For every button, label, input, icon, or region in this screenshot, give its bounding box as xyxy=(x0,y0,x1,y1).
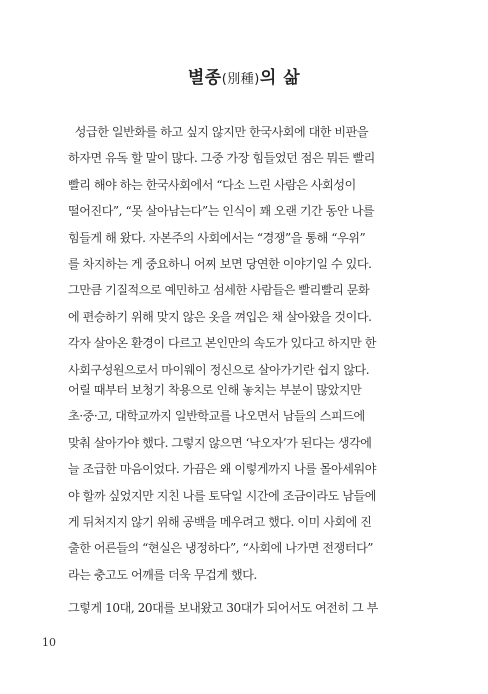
text-line: 각자 살아온 환경이 다르고 본인만의 속도가 있다고 하지만 한 xyxy=(68,336,376,351)
chapter-title-hanja: (別種) xyxy=(221,72,260,87)
text-line: 하자면 유독 할 말이 많다. 그중 가장 힘들었던 점은 뭐든 빨리 xyxy=(68,151,375,166)
text-line: 그렇게 10대, 20대를 보내왔고 30대가 되어서도 여전히 그 부 xyxy=(68,601,378,615)
text-line: 사회구성원으로서 마이웨이 정신으로 살아가기란 쉽지 않다. xyxy=(68,362,370,377)
text-line: 맞춰 살아가야 했다. 그렇지 않으면 ‘낙오자’가 된다는 생각에 xyxy=(68,435,372,450)
chapter-title xyxy=(0,63,488,88)
paragraph-2 xyxy=(68,377,414,588)
paragraph-3 xyxy=(68,595,414,621)
text-line: 힘들게 해 왔다. 자본주의 사회에서는 “경쟁”을 통해 “우위” xyxy=(68,230,366,245)
text-line: 어릴 때부터 보청기 착용으로 인해 놓치는 부분이 많았지만 xyxy=(68,383,362,397)
text-line: 떨어진다”, “못 살아남는다”는 인식이 꽤 오랜 기간 동안 나를 xyxy=(68,204,375,219)
text-line: 게 뒤처지지 않기 위해 공백을 메우려고 했다. 이미 사회에 진 xyxy=(68,514,372,529)
chapter-title-suffix: 의 삶 xyxy=(259,68,301,88)
text-line: 를 차지하는 게 중요하니 어찌 보면 당연한 이야기일 수 있다. xyxy=(68,256,372,271)
chapter-title-main: 별종 xyxy=(187,68,222,88)
text-line: 라는 충고도 어깨를 더욱 무겁게 했다. xyxy=(68,567,257,582)
text-line: 늘 조급한 마음이었다. 가끔은 왜 이렇게까지 나를 몰아세워야 xyxy=(68,462,376,477)
text-line: 출한 어른들의 “현실은 냉정하다”, “사회에 나가면 전쟁터다” xyxy=(68,541,374,556)
text-line: 초·중·고, 대학교까지 일반학교를 나오면서 남들의 스피드에 xyxy=(68,409,365,424)
page-number: 10 xyxy=(42,636,56,649)
text-line: 성급한 일반화를 하고 싶지 않지만 한국사회에 대한 비판을 xyxy=(68,125,369,139)
text-line: 에 편승하기 위해 맞지 않은 옷을 껴입은 채 살아왔을 것이다. xyxy=(68,309,372,324)
text-line: 그만큼 기질적으로 예민하고 섬세한 사람들은 빨리빨리 문화 xyxy=(68,283,370,298)
text-line: 빨리 해야 하는 한국사회에서 “다소 느린 사람은 사회성이 xyxy=(68,177,356,192)
paragraph-1 xyxy=(68,119,414,383)
text-line: 야 할까 싶었지만 지친 나를 토닥일 시간에 조금이라도 남들에 xyxy=(68,488,376,503)
